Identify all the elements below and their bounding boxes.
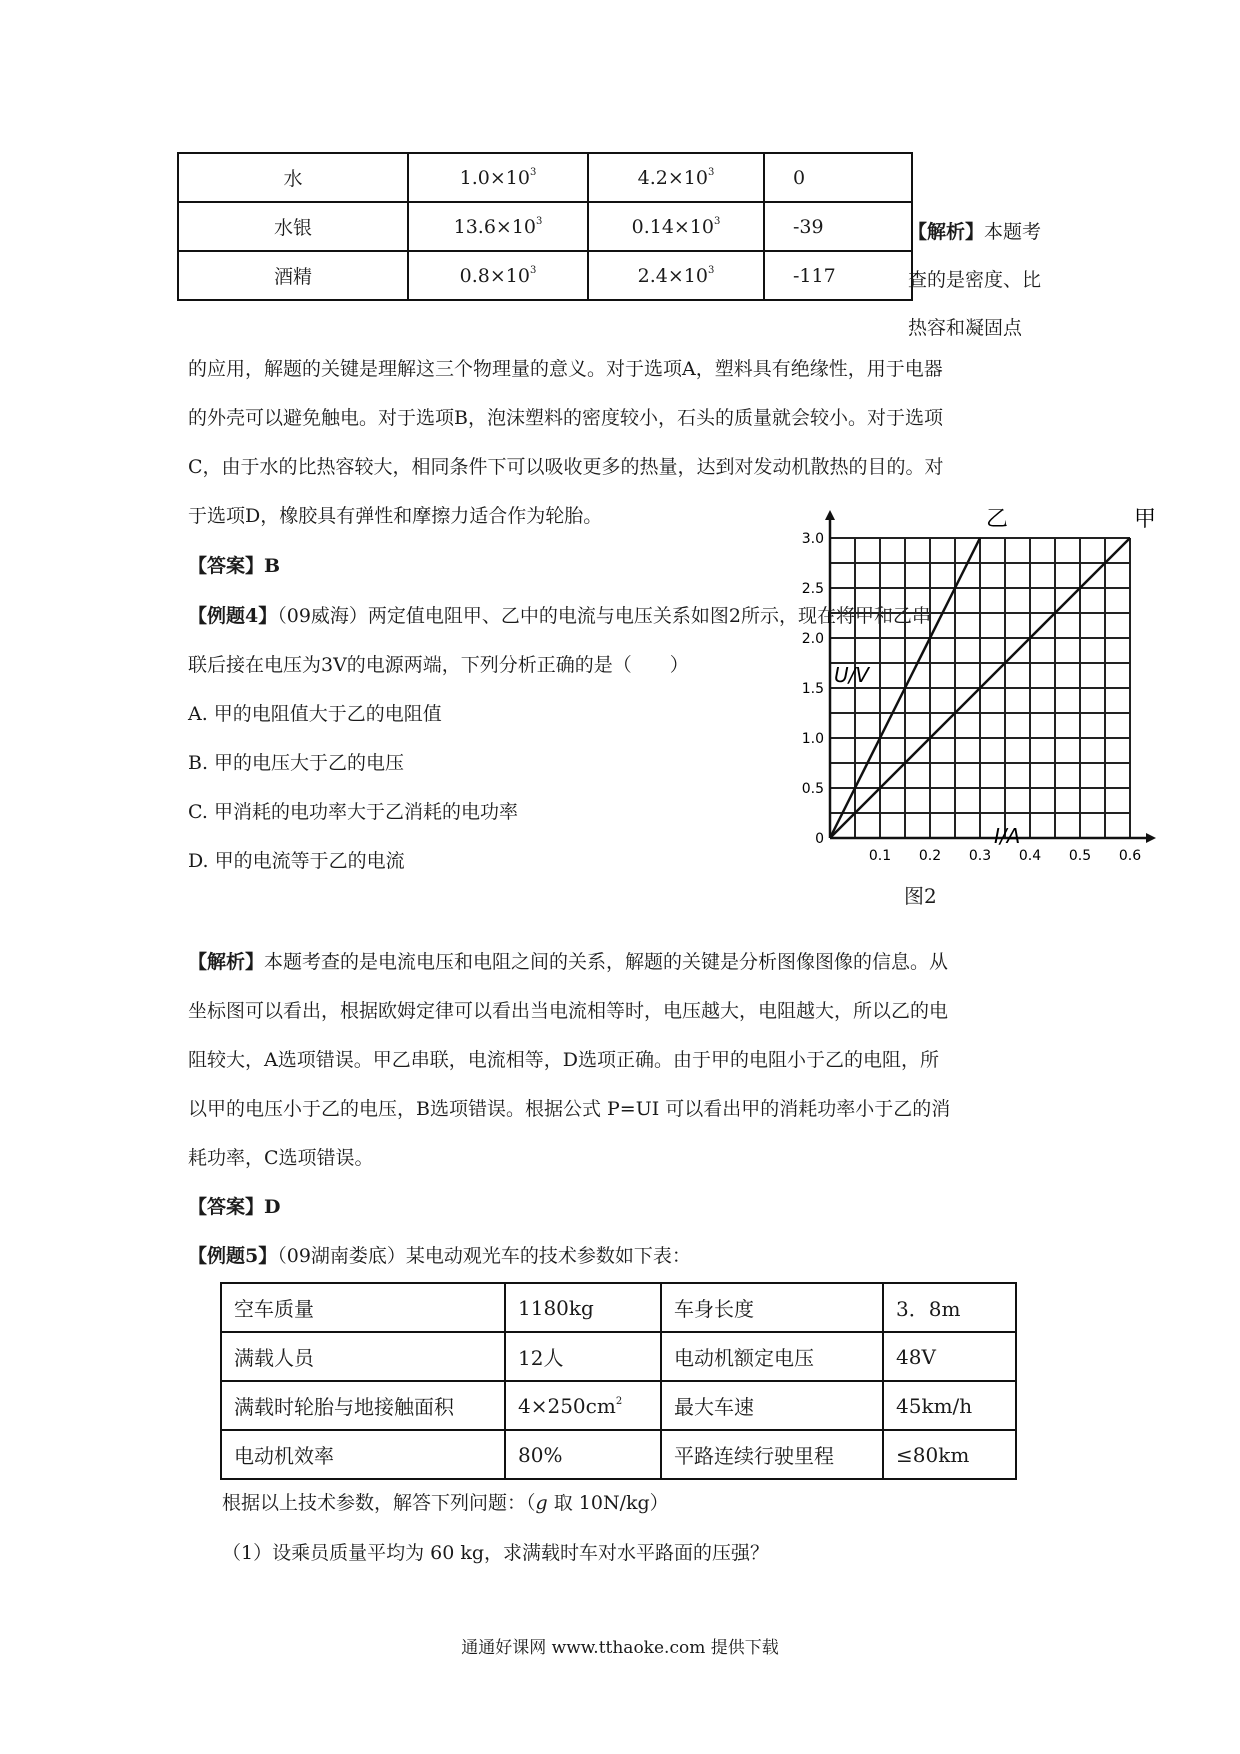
analysis2-line: 以甲的电压小于乙的电压，B选项错误。根据公式 P=UI 可以看出甲的消耗功率小于乙的消: [188, 1098, 951, 1120]
answer-value: D: [264, 1196, 281, 1218]
answer-value: B: [264, 555, 281, 577]
table-row: [221, 1332, 1016, 1381]
spec-label: 最大车速: [661, 1381, 883, 1430]
option-c: C. 甲消耗的电功率大于乙消耗的电功率: [188, 801, 518, 823]
spec-value: $4\times 250cm^2$: [505, 1381, 661, 1430]
x-axis-label: I/A: [994, 824, 1021, 848]
spec-label: 电动机额定电压: [661, 1332, 883, 1381]
analysis-label: 【解析】: [908, 221, 985, 243]
y-tick-label: 0: [815, 831, 824, 847]
series-label: 乙: [986, 507, 1009, 532]
spec-label: 电动机效率: [221, 1430, 505, 1479]
x-axis-arrow: [1146, 833, 1156, 843]
g-symbol: g: [535, 1492, 548, 1514]
figure-caption: 图2: [904, 884, 937, 908]
material-name: 酒精: [178, 251, 408, 300]
analysis1-line: C，由于水的比热容较大，相同条件下可以吸收更多的热量，达到对发动机散热的目的。对: [188, 456, 944, 478]
answer-label: 【答案】: [188, 1196, 265, 1218]
spec-value: 45km/h: [883, 1381, 1016, 1430]
x-tick-label: 0.6: [1118, 848, 1142, 864]
analysis2-line: 【解析】本题考查的是电流电压和电阻之间的关系，解题的关键是分析图像图像的信息。从: [188, 951, 949, 973]
example-label: 【例题5】: [188, 1245, 278, 1267]
y-tick-label: 1.5: [801, 681, 824, 697]
iu-chart: [790, 507, 1157, 878]
y-tick-label: 2.5: [801, 581, 824, 597]
answer2: [188, 1192, 1060, 1222]
spec-label: 满载时轮胎与地接触面积: [221, 1381, 505, 1430]
material-name: 水银: [178, 202, 408, 251]
example4-line1: 【例题4】（09威海）两定值电阻甲、乙中的电流与电压关系如图2所示，现在将甲和乙串: [188, 605, 932, 627]
specific-heat-cell: $2.4\times 10^3$: [588, 251, 764, 300]
page-footer: 通通好课网 www.tthaoke.com 提供下载: [461, 1638, 779, 1658]
freezing-point-cell: 0: [764, 153, 912, 202]
spec-label: 平路连续行驶里程: [661, 1430, 883, 1479]
material-name: 水: [178, 153, 408, 202]
y-tick-label: 0.5: [801, 781, 824, 797]
analysis1-line: 的外壳可以避免触电。对于选项B，泡沫塑料的密度较小，石头的质量就会较小。对于选项: [188, 407, 943, 429]
spec-value: 3．8m: [883, 1283, 1016, 1332]
y-tick-label: 1.0: [801, 731, 824, 747]
density-cell: $13.6\times 10^3$: [408, 202, 588, 251]
question-1: （1）设乘员质量平均为 60 kg，求满载时车对水平路面的压强？: [222, 1542, 770, 1564]
spec-label: 满载人员: [221, 1332, 505, 1381]
series-label: 甲: [1134, 507, 1157, 532]
option-d: D. 甲的电流等于乙的电流: [188, 850, 405, 872]
spec-value: 12人: [505, 1332, 661, 1381]
instruction-line: 根据以上技术参数，解答下列问题：（g 取 10N/kg）: [222, 1492, 669, 1514]
spec-label: 空车质量: [221, 1283, 505, 1332]
density-cell: $0.8\times 10^3$: [408, 251, 588, 300]
freezing-point-cell: -39: [764, 202, 912, 251]
x-tick-label: 0.3: [968, 848, 992, 864]
option-a: A. 甲的电阻值大于乙的电阻值: [188, 703, 442, 725]
table-row: [221, 1381, 1016, 1430]
analysis2-line: 坐标图可以看出，根据欧姆定律可以看出当电流相等时，电压越大，电阻越大，所以乙的电: [188, 1000, 949, 1022]
spec-value: 80%: [505, 1430, 661, 1479]
analysis2-line: 阻较大，A选项错误。甲乙串联，电流相等，D选项正确。由于甲的电阻小于乙的电阻，所: [188, 1049, 939, 1071]
specific-heat-cell: $4.2\times 10^3$: [588, 153, 764, 202]
material-table: [177, 152, 913, 301]
spec-label: 车身长度: [661, 1283, 883, 1332]
analysis-label: 【解析】: [188, 951, 265, 973]
specific-heat-cell: $0.14\times 10^3$: [588, 202, 764, 251]
y-axis-label: U/V: [834, 663, 870, 687]
y-tick-label: 2.0: [801, 631, 824, 647]
freezing-point-cell: -117: [764, 251, 912, 300]
table-row: [221, 1283, 1016, 1332]
example4-line2: 联后接在电压为3V的电源两端，下列分析正确的是（ ）: [188, 654, 689, 676]
example5-line: 【例题5】（09湖南娄底）某电动观光车的技术参数如下表：: [188, 1245, 691, 1267]
analysis2-line: 耗功率，C选项错误。: [188, 1147, 374, 1169]
example-label: 【例题4】: [188, 605, 278, 627]
table-row: [178, 251, 912, 300]
spec-value: 1180kg: [505, 1283, 661, 1332]
table-row: [221, 1430, 1016, 1479]
option-b: B. 甲的电压大于乙的电压: [188, 752, 405, 774]
density-cell: $1.0\times 10^3$: [408, 153, 588, 202]
answer-label: 【答案】: [188, 555, 265, 577]
y-tick-label: 3.0: [801, 531, 824, 547]
analysis1-line: 的应用，解题的关键是理解这三个物理量的意义。对于选项A，塑料具有绝缘性，用于电器: [188, 358, 943, 380]
analysis1-line: 于选项D，橡胶具有弹性和摩擦力适合作为轮胎。: [188, 505, 603, 527]
spec-value: ≤80km: [883, 1430, 1016, 1479]
x-tick-label: 0.4: [1018, 848, 1042, 864]
table-row: [178, 153, 912, 202]
spec-value: 48V: [883, 1332, 1016, 1381]
x-tick-label: 0.2: [918, 848, 942, 864]
analysis1-side: 【解析】本题考 查的是密度、比 热容和凝固点: [908, 221, 1042, 339]
table-row: [178, 202, 912, 251]
x-tick-label: 0.5: [1068, 848, 1092, 864]
x-tick-label: 0.1: [868, 848, 892, 864]
spec-table: [220, 1282, 1017, 1480]
